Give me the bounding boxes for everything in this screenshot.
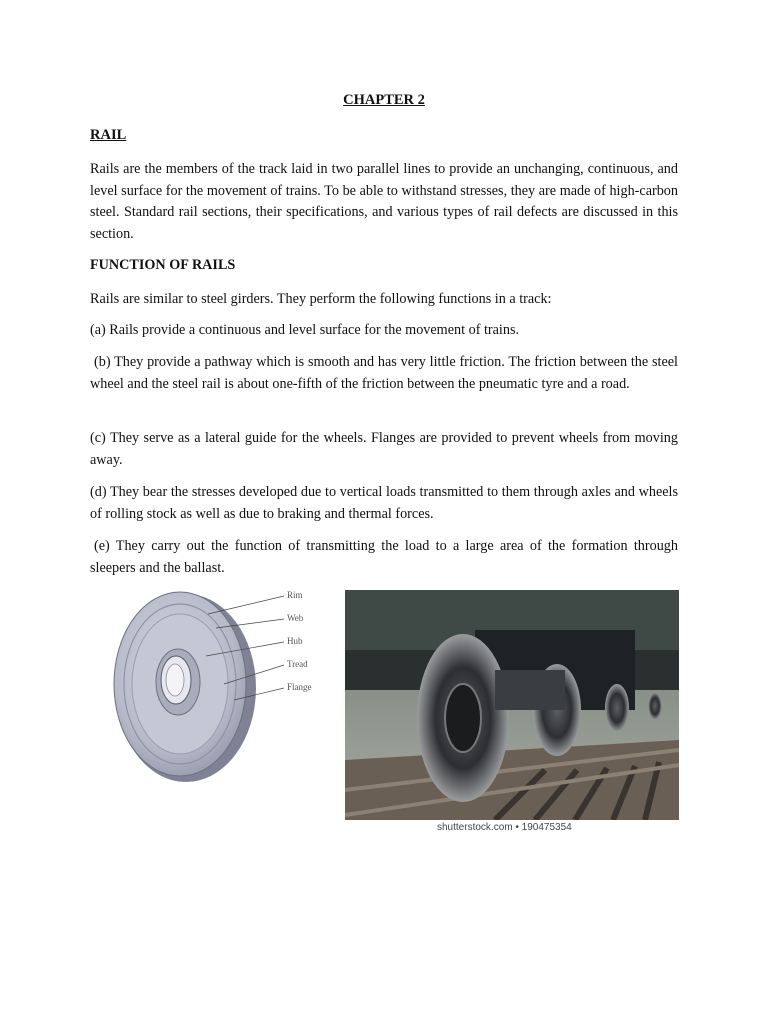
section-heading-function: FUNCTION OF RAILS (90, 257, 236, 273)
function-item-b: (b) They provide a pathway which is smooth and has very little friction. The friction between the steel wheel and the steel rail is about one-fifth of the friction between the pneumatic tyre and a road. (90, 354, 678, 392)
wheel-label-rim: Rim (287, 590, 303, 600)
function-item-e: (e) They carry out the function of transmitting the load to a large area of the formation through sleepers and the ballast. (90, 538, 678, 576)
function-intro: Rails are similar to steel girders. They perform the following functions in a track: (90, 291, 552, 307)
wheel-label-tread: Tread (287, 659, 308, 669)
chapter-title: CHAPTER 2 (343, 92, 425, 108)
wheel-label-web: Web (287, 613, 304, 623)
section-heading-rail: RAIL (90, 127, 127, 143)
wheel-diagram (106, 584, 330, 794)
intro-paragraph: Rails are the members of the track laid in two parallel lines to provide an unchanging, continuous, and level surface for the movement of trains. To be able to withstand stresses, they are made of high-carbon steel. Standard rail sections, their specifications, and various types of rail defects are discussed in this section. (90, 161, 678, 242)
wheel-label-flange: Flange (287, 682, 312, 692)
function-item-d: (d) They bear the stresses developed due to vertical loads transmitted to them through axles and wheels of rolling stock as well as due to braking and thermal forces. (90, 484, 678, 522)
train-wheels-photo (345, 590, 679, 820)
train-wheels-image (345, 590, 679, 820)
function-item-c: (c) They serve as a lateral guide for the wheels. Flanges are provided to prevent wheels from moving away. (90, 430, 678, 468)
wheel-label-hub: Hub (287, 636, 303, 646)
photo-caption: shutterstock.com • 190475354 (437, 822, 572, 833)
function-item-a: (a) Rails provide a continuous and level surface for the movement of trains. (90, 322, 520, 338)
